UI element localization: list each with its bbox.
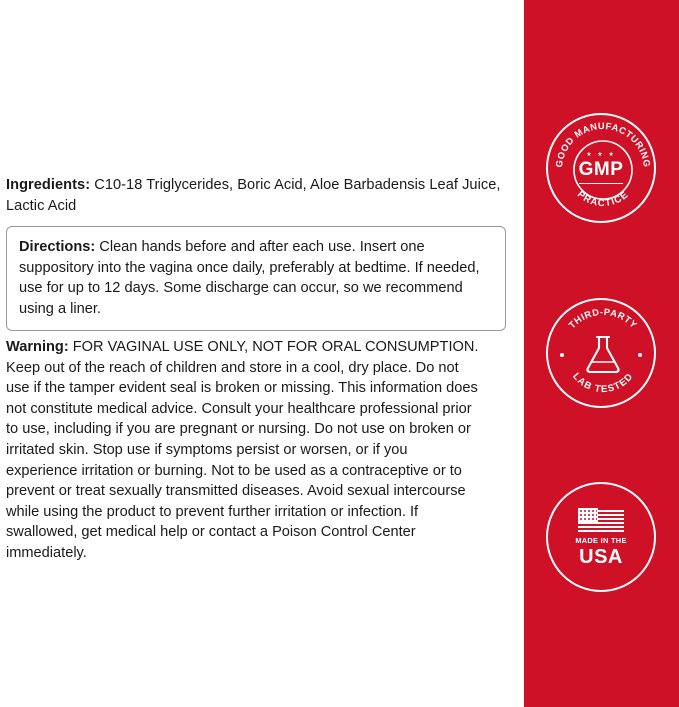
gmp-center-text: GMP [578,158,624,180]
third-party-lab-tested-badge [546,298,656,408]
gmp-arc-top-text: GOOD MANUFACTURING [553,120,653,169]
ingredients-block [6,175,506,216]
gmp-divider [579,183,623,185]
lab-dot-left [560,353,564,357]
ingredients-text: C10-18 Triglycerides, Boric Acid, Aloe Barbadensis Leaf Juice, Lactic Acid [6,177,501,214]
us-flag-icon [578,508,624,534]
usa-badge-content [548,484,654,590]
gmp-center [548,115,654,221]
gmp-stars: ★ ★ ★ [586,151,616,158]
directions-block [6,226,506,331]
warning-block [6,337,481,564]
directions-label: Directions: [19,239,96,255]
gmp-arc-bottom-text: PRACTICE [574,188,632,210]
usa-made-in-the-text: MADE IN THE [575,535,627,545]
flask-icon [587,337,618,372]
made-in-usa-badge [546,482,656,592]
red-sidebar [524,0,679,707]
ingredients-label: Ingredients: [6,177,91,193]
warning-text: FOR VAGINAL USE ONLY, NOT FOR ORAL CONSUMPTION. Keep out of the reach of children and store in a cool, dry place. Do not use if the tamper evident seal is broken or missing. This information does not constitute medical advice. Consult your healthcare professional prior to use, including if you are pregnant or nursing. Do not use on broken or irritated skin. Stop use if symptoms persist or worsen, or if you experience irritation or burning. Not to be used as a contraceptive or to prevent or treat sexually transmitted diseases. Avoid sexual intercourse while using the product to prevent further irritation or infection. If swallowed, get medical help or contact a Poison Control Center immediately. [6,339,479,561]
lab-arc-bottom-text: LAB TESTED [570,370,636,396]
warning-label: Warning: [6,339,69,355]
directions-text: Clean hands before and after each use. Insert one suppository into the vagina once daily, preferably at bedtime. If needed, use for up to 12 days. Some discharge can occur, so we recommend using a liner. [19,239,480,317]
lab-arc-top-text: THIRD-PARTY [566,306,640,331]
gmp-badge [546,113,656,223]
lab-dot-right [638,353,642,357]
usa-text: USA [579,545,623,568]
